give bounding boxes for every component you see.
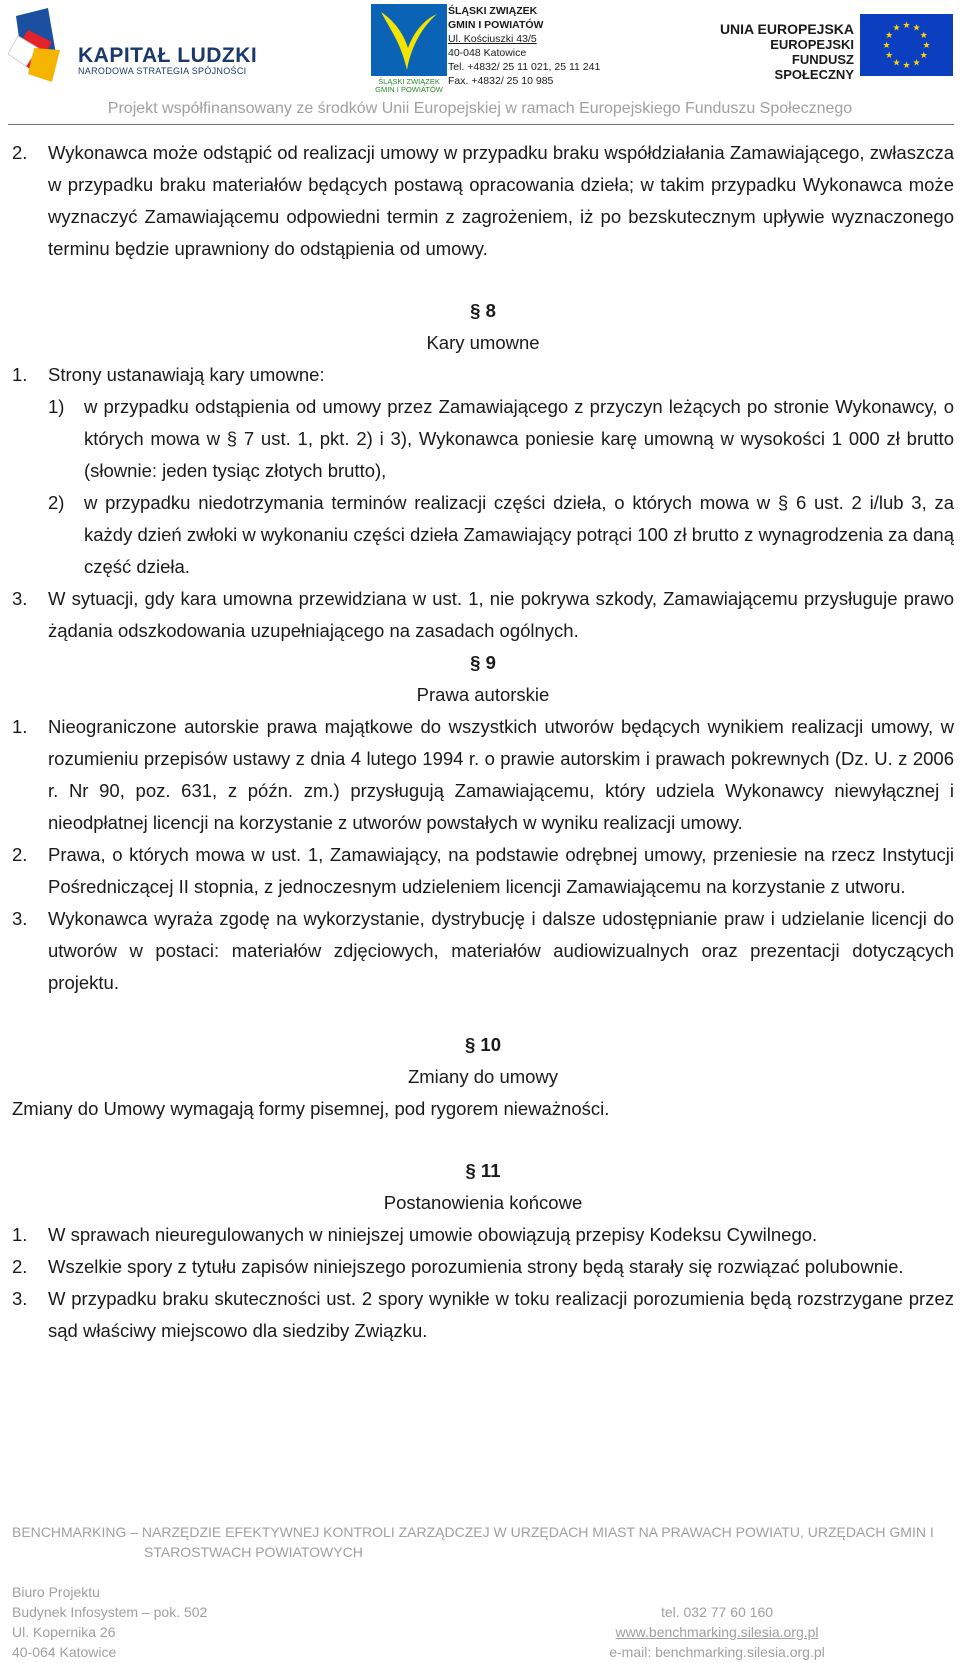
section-9-item-1-text: Nieograniczone autorskie prawa majątkowe do wszystkich utworów będących wynikiem realizacji umowy, w rozumieniu przepisów ustawy z dnia 4 lutego 1994 r. o prawie autorskim i prawach pokrewnych (Dz. U. z 2006 r. Nr 90, poz. 631, z późn. zm.) przysługują Zamawiającemu, który udziela Wykonawcy niewyłącznej i nieodpłatnej licencji na korzystanie z utworów powstałych w wyniku realizacji umowy.	[48, 716, 954, 833]
section-8-subitem-2-number: 2)	[48, 492, 65, 513]
section-10-title: Zmiany do umowy	[407, 1066, 559, 1087]
zwiazek-contact	[448, 4, 600, 88]
section-8-sign: § 8	[470, 300, 496, 321]
section-9-item-2-text: Prawa, o których mowa w ust. 1, Zamawiający, na podstawie odrębnej umowy, przeniesie na rzecz Instytucji Pośredniczącej II stopnia, z jednoczesnym udzieleniem licencji Zamawiającemu na korzystanie z utworu.	[48, 844, 954, 897]
section-9-title: Prawa autorskie	[416, 684, 550, 705]
section-8-subitem-1-text: w przypadku odstąpienia od umowy przez Zamawiającego z przyczyn leżących po stronie Wykonawcy, o których mowa w § 7 ust. 1, pkt. 2) i 3), Wykonawca poniesie karę umowną w wysokości 1 000 zł brutto (słownie: jeden tysiąc złotych brutto),	[84, 396, 954, 481]
footer-office-building: Budynek Infosystem – pok. 502	[12, 1604, 208, 1620]
ue-label-line-1: UNIA EUROPEJSKA	[719, 21, 854, 37]
page-footer	[12, 1522, 954, 1660]
section-9-item-1	[12, 711, 954, 839]
page-header	[0, 0, 960, 125]
svg-text:★: ★	[892, 58, 901, 69]
svg-text:★: ★	[922, 41, 931, 51]
footer-project-title-1: BENCHMARKING – NARZĘDZIE EFEKTYWNEJ KONTROLI ZARZĄDCZEJ W URZĘDACH MIAST NA PRAWACH POWIATU, URZĘDACH GMIN I	[12, 1524, 934, 1540]
intro-paragraph	[12, 137, 954, 265]
footer-project-title-2: STAROSTWACH POWIATOWYCH	[144, 1544, 363, 1560]
zwiazek-street: Ul. Kościuszki 43/5	[448, 33, 537, 45]
section-8-subitem-2	[48, 487, 954, 583]
footer-contact	[592, 1602, 842, 1662]
section-8-item-3	[12, 583, 954, 647]
section-11-item-1-number: 1.	[12, 1224, 28, 1245]
svg-text:★: ★	[902, 61, 911, 71]
section-11-item-3-text: W przypadku braku skuteczności ust. 2 spory wynikłe w toku realizacji porozumienia będą rozstrzygane przez sąd właściwy miejscowo dla siedziby Związku.	[48, 1288, 954, 1341]
zwiazek-logo-caption-1: ŚLĄSKI ZWIĄZEK	[378, 77, 440, 86]
kapital-ludzki-subtitle: NARODOWA STRATEGIA SPÓJNOŚCI	[78, 66, 247, 76]
svg-text:★: ★	[882, 41, 891, 51]
footer-email: e-mail: benchmarking.silesia.org.pl	[609, 1644, 825, 1660]
section-9-item-3-text: Wykonawca wyraża zgodę na wykorzystanie, dystrybucję i dalsze udostępnianie praw i udzielanie licencji do utworów w postaci: materiałów zdjęciowych, materiałów audiowizualnych oraz prezentacji dotyczących projektu.	[48, 908, 954, 993]
footer-office-city: 40-064 Katowice	[12, 1644, 117, 1660]
svg-text:★: ★	[902, 21, 911, 31]
section-11-item-3-number: 3.	[12, 1288, 28, 1309]
section-11-item-2	[12, 1251, 954, 1283]
zwiazek-fax: Fax. +4832/ 25 10 985	[448, 75, 554, 87]
section-11-sign: § 11	[465, 1160, 501, 1181]
footer-website-link[interactable]: www.benchmarking.silesia.org.pl	[615, 1624, 819, 1640]
svg-text:★: ★	[919, 31, 928, 41]
section-8-title: Kary umowne	[426, 332, 540, 353]
section-11-item-1-text: W sprawach nieuregulowanych w niniejszej umowie obowiązują przepisy Kodeksu Cywilnego.	[48, 1224, 818, 1245]
section-9-item-1-number: 1.	[12, 716, 28, 737]
footer-office-address	[12, 1582, 207, 1662]
section-9-item-3-number: 3.	[12, 908, 28, 929]
ue-label-line-2: EUROPEJSKI	[770, 37, 854, 52]
header-divider	[8, 124, 954, 125]
section-9-item-3	[12, 903, 954, 999]
zwiazek-city: 40-048 Katowice	[448, 47, 527, 59]
section-8-item-3-number: 3.	[12, 588, 28, 609]
zwiazek-emblem-icon	[371, 4, 447, 94]
section-8-item-1-text: Strony ustanawiają kary umowne:	[48, 364, 325, 385]
kapital-ludzki-title: KAPITAŁ LUDZKI	[78, 44, 258, 67]
zwiazek-logo	[371, 4, 447, 94]
ue-label	[718, 22, 854, 82]
section-8-item-1-number: 1.	[12, 364, 28, 385]
zwiazek-title-2: GMIN I POWIATÓW	[448, 19, 544, 31]
section-9-item-2-number: 2.	[12, 844, 28, 865]
kapital-ludzki-emblem-icon	[8, 8, 70, 88]
intro-number: 2.	[12, 142, 28, 163]
section-10-sign: § 10	[464, 1034, 501, 1055]
section-8-item-3-text: W sytuacji, gdy kara umowna przewidziana w ust. 1, nie pokrywa szkody, Zamawiającemu przysługuje prawo żądania odszkodowania uzupełniającego na zasadach ogólnych.	[48, 588, 954, 641]
cofinancing-note: Projekt współfinansowany ze środków Unii Europejskiej w ramach Europejskiego Funduszu Społecznego	[107, 100, 853, 117]
svg-text:★: ★	[912, 58, 921, 69]
section-11-title: Postanowienia końcowe	[383, 1192, 583, 1213]
section-9-item-2	[12, 839, 954, 903]
kapital-ludzki-logo	[8, 8, 258, 88]
intro-text: Wykonawca może odstąpić od realizacji umowy w przypadku braku współdziałania Zamawiającego, zwłaszcza w przypadku braku materiałów będących postawą opracowania dzieła; w takim przypadku Wykonawca może wyznaczyć Zamawiającemu odpowiedni termin z zagrożeniem, iż po bezskutecznym upływie wyznaczonego terminu będzie uprawniony do odstąpienia od umowy.	[48, 142, 954, 259]
footer-office-street: Ul. Kopernika 26	[12, 1624, 116, 1640]
footer-phone: tel. 032 77 60 160	[660, 1604, 774, 1620]
zwiazek-title-1: ŚLĄSKI ZWIĄZEK	[448, 5, 538, 17]
document-body	[12, 137, 954, 1347]
svg-text:★: ★	[919, 51, 928, 61]
svg-text:★: ★	[885, 31, 894, 41]
section-8-subitem-2-text: w przypadku niedotrzymania terminów realizacji części dzieła, o których mowa w § 6 ust. 2 i/lub 3, za każdy dzień zwłoki w wykonaniu części dzieła Zamawiający potrąci 100 zł brutto z wynagrodzenia za daną część dzieła.	[84, 492, 954, 577]
zwiazek-logo-caption-2: GMIN I POWIATÓW	[375, 85, 443, 94]
section-11-item-2-number: 2.	[12, 1256, 28, 1277]
section-8-item-1	[12, 359, 954, 391]
eu-flag-icon	[860, 14, 953, 76]
section-11-item-3	[12, 1283, 954, 1347]
section-9-sign: § 9	[470, 652, 496, 673]
svg-text:★: ★	[892, 23, 901, 34]
section-10-text: Zmiany do Umowy wymagają formy pisemnej, pod rygorem nieważności.	[12, 1098, 610, 1119]
zwiazek-phone: Tel. +4832/ 25 11 021, 25 11 241	[448, 61, 601, 73]
footer-office-name: Biuro Projektu	[12, 1584, 100, 1600]
section-8-subitem-1	[48, 391, 954, 487]
section-8-subitem-1-number: 1)	[48, 396, 65, 417]
svg-text:★: ★	[885, 51, 894, 61]
ue-label-line-3: FUNDUSZ SPOŁECZNY	[774, 52, 854, 82]
svg-text:★: ★	[912, 23, 921, 34]
section-11-item-2-text: Wszelkie spory z tytułu zapisów niniejszego porozumienia strony będą starały się rozwiązać polubownie.	[48, 1256, 904, 1277]
section-11-item-1	[12, 1219, 954, 1251]
